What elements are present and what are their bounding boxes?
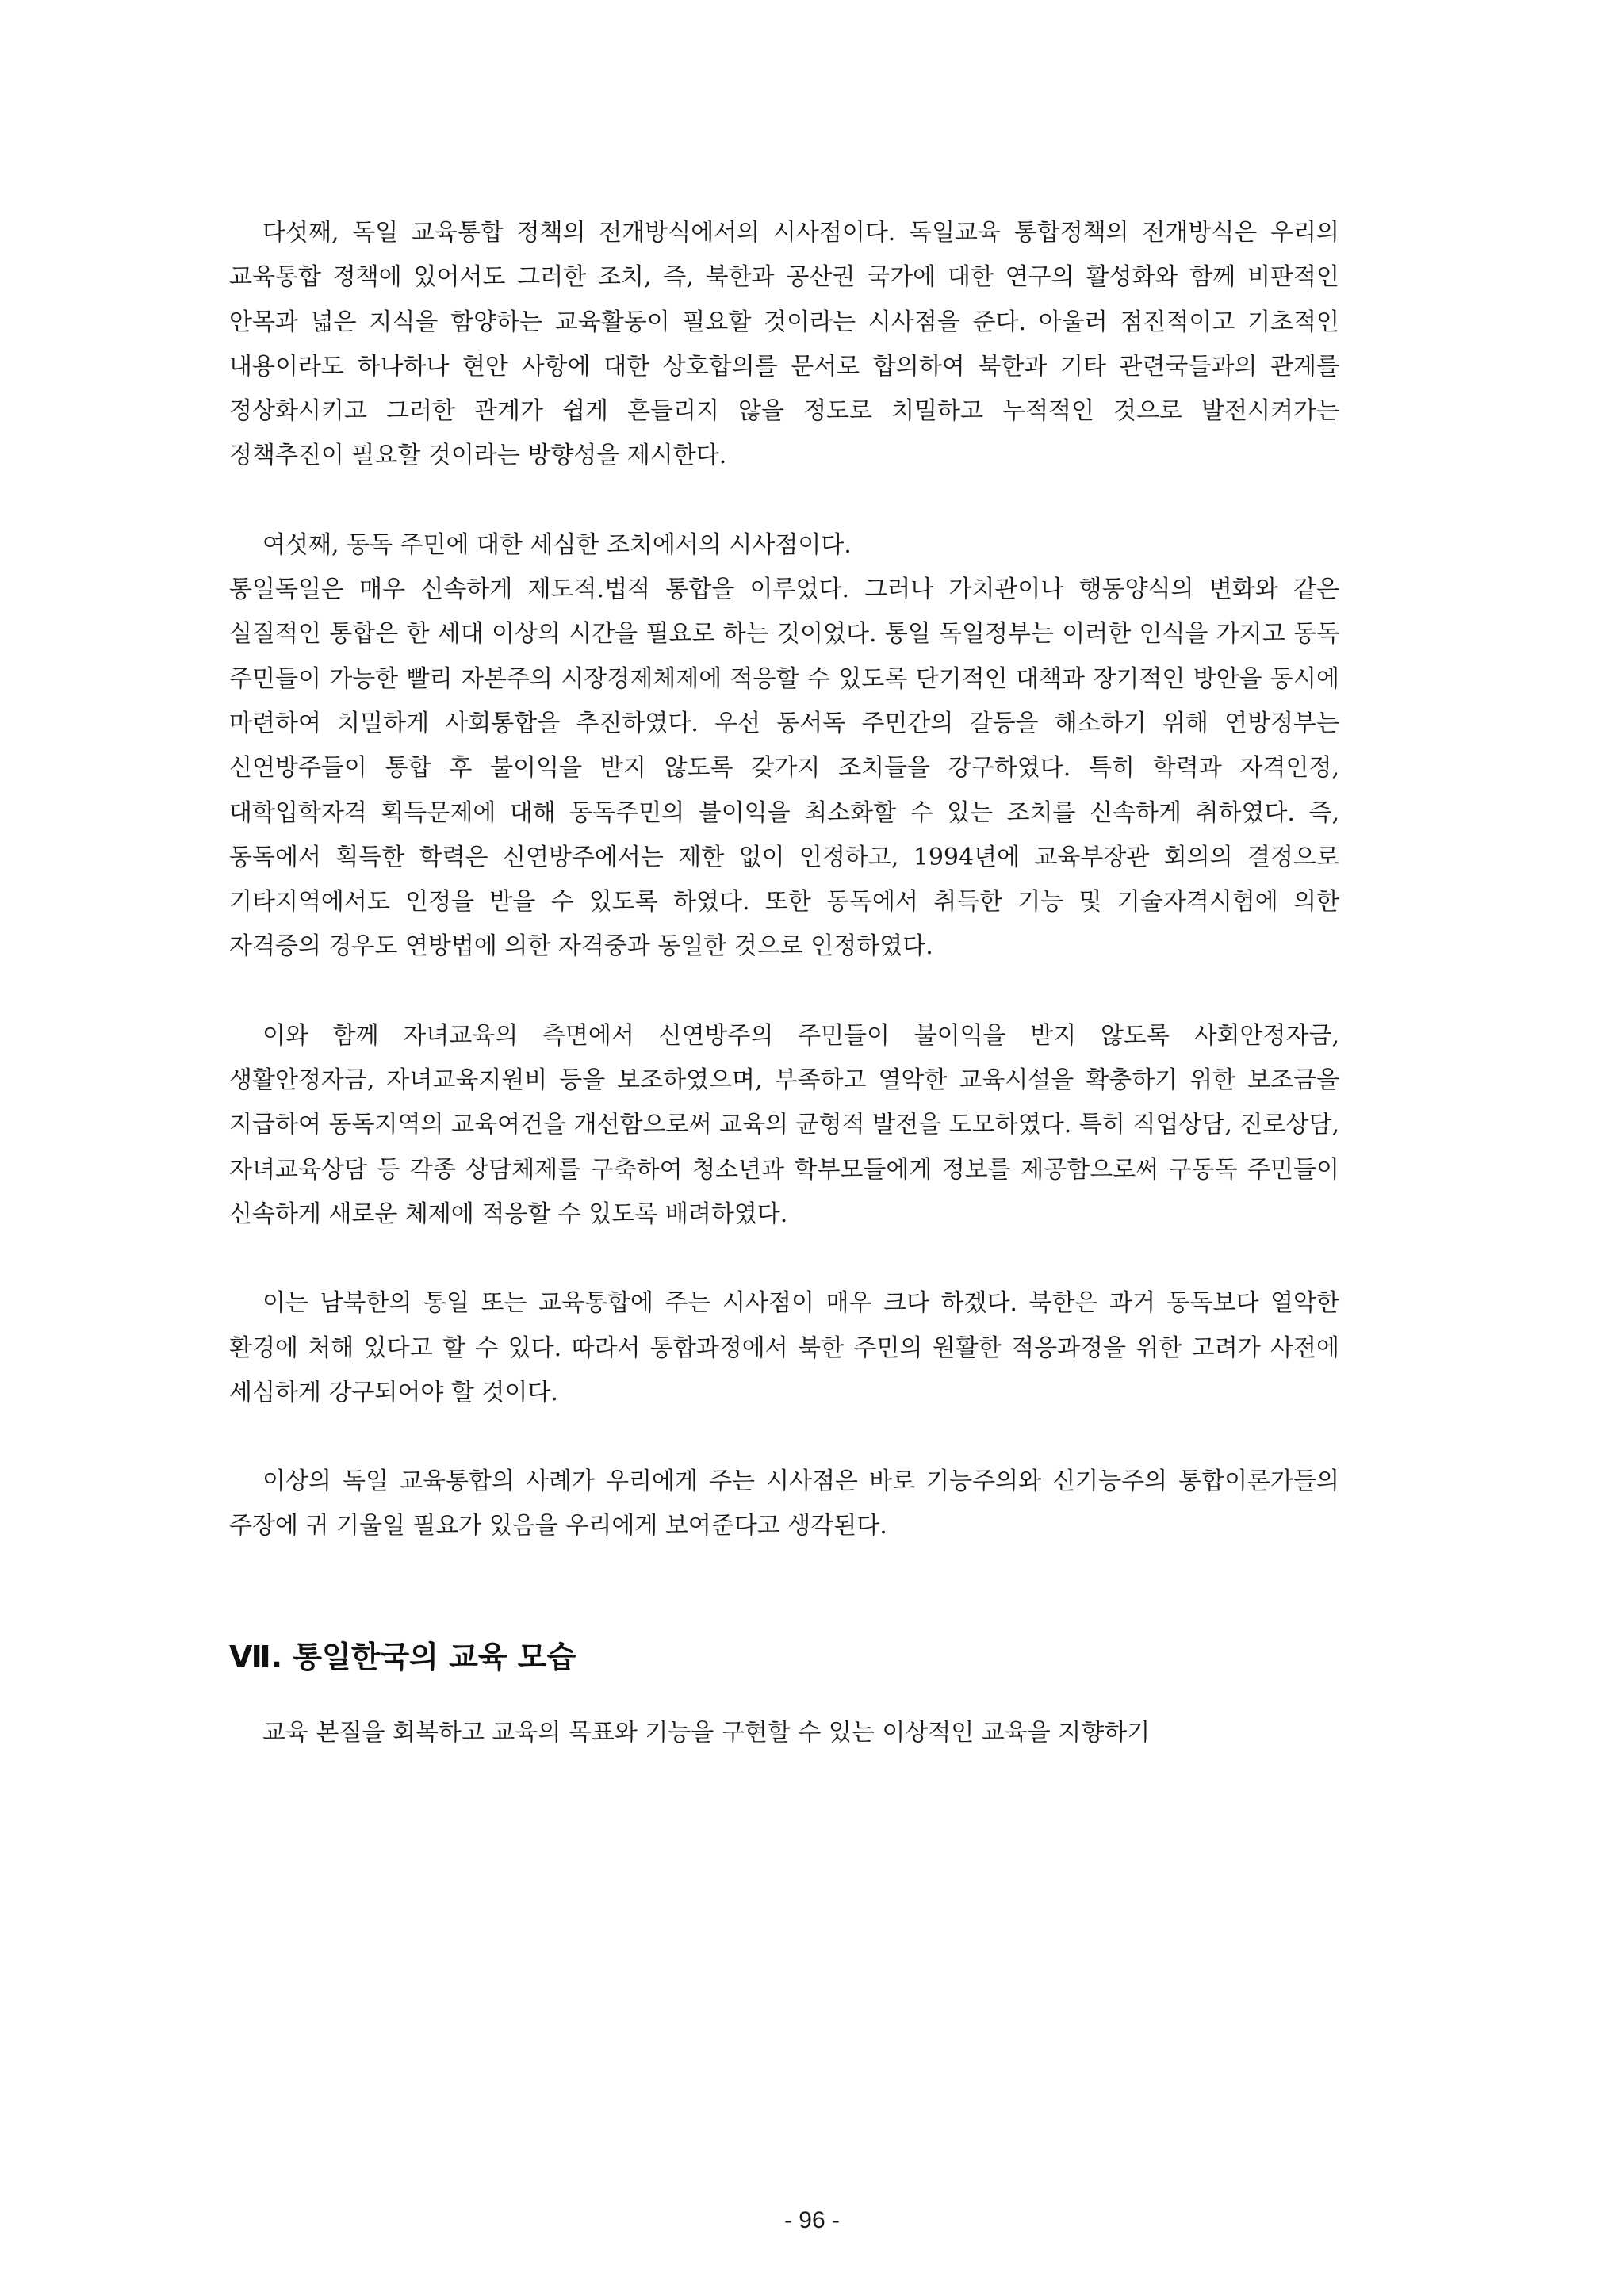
page-number: - 96 - — [783, 2207, 841, 2233]
paragraph-unified-germany: 통일독일은 매우 신속하게 제도적.법적 통합을 이루었다. 그러나 가치관이나 행동양식의 변화와 같은 실질적인 통합은 한 세대 이상의 시간을 필요로 하는 것이었다. 통일 독일정부는 이러한 인식을 가지고 동독 주민들이 가능한 빨리 자본주의 시장경제체제에 적응할 수 있도록 단기적인 대책과 장기적인 방안을 동시에 마련하여 치밀하게 사회통합을 추진하였다. 우선 동서독 주민간의 갈등을 해소하기 위해 연방정부는 신연방주들이 통합 후 불이익을 받지 않도록 갖가지 조치들을 강구하였다. 특히 학력과 자격인정, 대학입학자격 획득문제에 대해 동독주민의 불이익을 최소화할 수 있는 조치를 신속하게 취하였다. 즉, 동독에서 획득한 학력은 신연방주에서는 제한 없이 인정하고, 1994년에 교육부장관 회의의 결정으로 기타지역에서도 인정을 받을 수 있도록 하였다. 또한 동독에서 취득한 기능 및 기술자격시험에 의한 자격증의 경우도 연방법에 의한 자격중과 동일한 것으로 인정하였다. — [229, 576, 1339, 961]
paragraph-functionalism-conclusion: 이상의 독일 교육통합의 사례가 우리에게 주는 시사점은 바로 기능주의와 신기능주의 통합이론가들의 주장에 귀 기울일 필요가 있음을 우리에게 보여준다고 생각된다. — [229, 1468, 1339, 1540]
section-heading: Ⅶ. 통일한국의 교육 모습 — [229, 1639, 576, 1674]
paragraph-north-south-implication: 이는 남북한의 통일 또는 교육통합에 주는 시사점이 매우 크다 하겠다. 북한은 과거 동독보다 열악한 환경에 처해 있다고 할 수 있다. 따라서 통합과정에서 북한 주민의 원활한 적응과정을 위한 고려가 사전에 세심하게 강구되어야 할 것이다. — [229, 1289, 1339, 1406]
paragraph-fifth-implication: 다섯째, 독일 교육통합 정책의 전개방식에서의 시사점이다. 독일교육 통합정책의 전개방식은 우리의 교육통합 정책에 있어서도 그러한 조치, 즉, 북한과 공산권 국가에 대한 연구의 활성화와 함께 비판적인 안목과 넓은 지식을 함양하는 교육활동이 필요할 것이라는 시사점을 준다. 아울러 점진적이고 기초적인 내용이라도 하나하나 현안 사항에 대한 상호합의를 문서로 합의하여 북한과 기타 관련국들과의 관계를 정상화시키고 그러한 관계가 쉽게 흔들리지 않을 정도로 치밀하고 누적적인 것으로 발전시켜가는 정책추진이 필요할 것이라는 방향성을 제시한다. — [229, 219, 1339, 470]
page-body — [229, 211, 1339, 1800]
paragraph-section-intro: 교육 본질을 회복하고 교육의 목표와 기능을 구현할 수 있는 이상적인 교육을 지향하기 — [262, 1718, 1151, 1747]
paragraph-child-education-support: 이와 함께 자녀교육의 측면에서 신연방주의 주민들이 불이익을 받지 않도록 사회안정자금, 생활안정자금, 자녀교육지원비 등을 보조하였으며, 부족하고 열악한 교육시설을 확충하기 위한 보조금을 지급하여 동독지역의 교육여건을 개선함으로써 교육의 균형적 발전을 도모하였다. 특히 직업상담, 진로상담, 자녀교육상담 등 각종 상담체제를 구축하여 청소년과 학부모들에게 정보를 제공함으로써 구동독 주민들이 신속하게 새로운 체제에 적응할 수 있도록 배려하였다. — [229, 1021, 1339, 1228]
paragraph-sixth-implication-title: 여섯째, 동독 주민에 대한 세심한 조치에서의 시사점이다. — [262, 530, 852, 559]
